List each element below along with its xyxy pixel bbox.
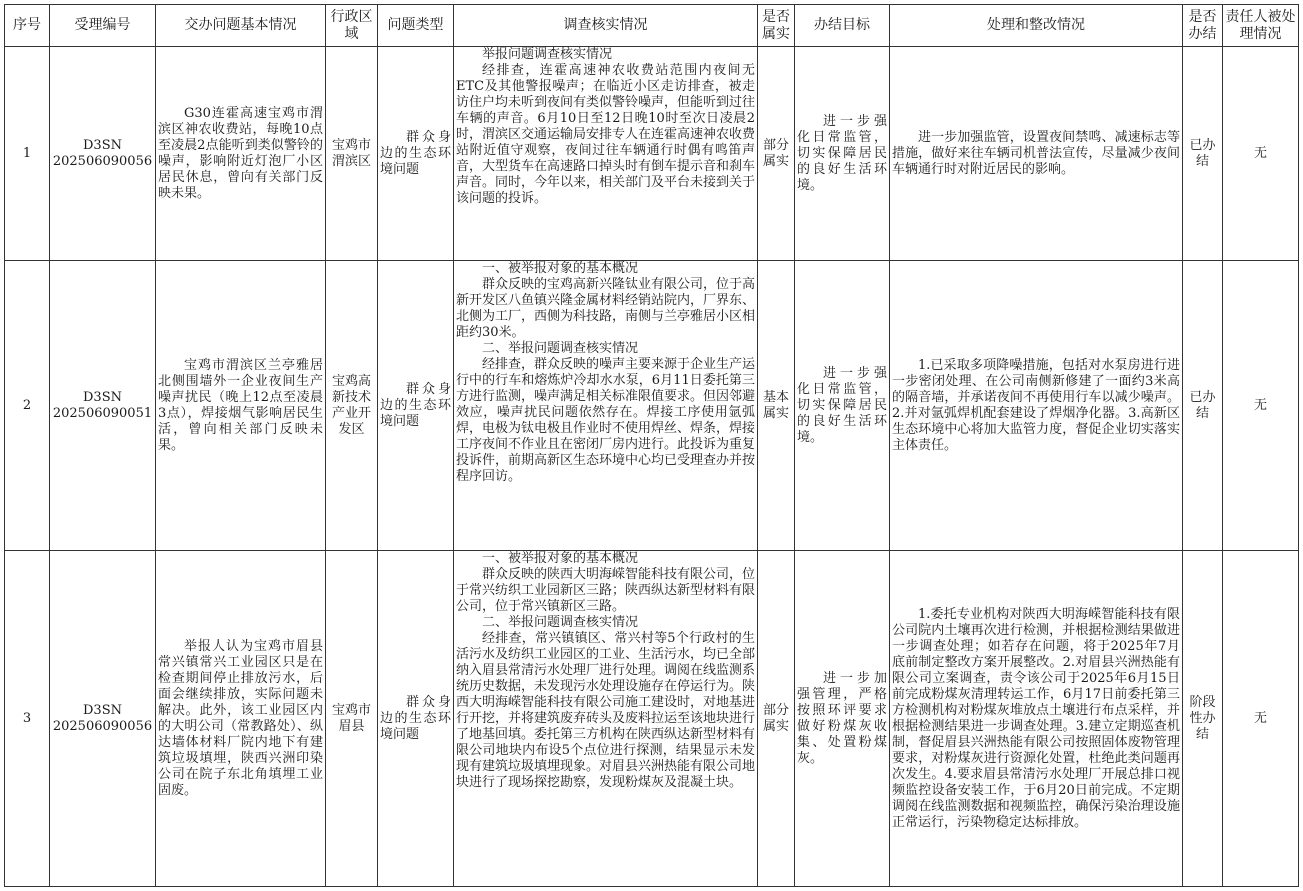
header-target: 办结目标	[795, 5, 890, 47]
cell-region: 宝鸡市眉县	[326, 551, 378, 887]
cell-seq: 2	[5, 261, 50, 551]
cell-target: 进一步加强管理，严格按照环评要求做好粉煤灰收集、处置粉煤灰。	[795, 551, 890, 887]
cell-case-id: D3SN 202506090051	[50, 261, 156, 551]
header-handling: 处理和整改情况	[890, 5, 1183, 47]
cell-basic: G30连霍高速宝鸡市渭滨区神农收费站，每晚10点至凌晨2点能听到类似警铃的噪声，影响附近灯泡厂小区居民休息，曾向有关部门反映未果。	[156, 47, 326, 261]
header-accountability: 责任人被处理情况	[1223, 5, 1299, 47]
cell-handling: 1.委托专业机构对陕西大明海嵘智能科技有限公司院内土壤再次进行检测，并根据检测结果做进一步调查处理；如若存在问题，将于2025年7月底前制定整改方案开展整改。2.对眉县兴洲热能有限公司立案调查，责令该公司于2025年6月15日前完成粉煤灰清理转运工作，6月17日前委托第三方检测机构对粉煤灰堆放点土壤进行布点采样，并根据检测结果进一步调查处理。3.建立定期巡查机制，督促眉县兴洲热能有限公司按照固体废物管理要求，对粉煤灰进行资源化处置，杜绝此类问题再次发生。4.要求眉县常清污水处理厂开展总排口视频监控设备安装工作，于6月20日前完成。不定期调阅在线监测数据和视频监控，确保污染治理设施正常运行，污染物稳定达标排放。	[890, 551, 1183, 887]
cell-handling: 1.已采取多项降噪措施，包括对水泵房进行进一步密闭处理、在公司南侧新修建了一面约3米高的隔音墙，并承诺夜间不再使用行车以减少噪声。2.并对氩弧焊机配套建设了焊烟净化器。3.高新区生态环境中心将加大监管力度，督促企业切实落实主体责任。	[890, 261, 1183, 551]
table-row	[5, 261, 1299, 551]
cell-target: 进一步强化日常监管，切实保障居民的良好生活环境。	[795, 47, 890, 261]
cell-case-id: D3SN 202506090056	[50, 551, 156, 887]
cell-accountability: 无	[1223, 551, 1299, 887]
investigation-para: 经排查，连霍高速神农收费站范围内夜间无ETC及其他警报噪声；在临近小区走访排查，被走访住户均未听到夜间有类似警铃噪声，但能听到过往车辆的声音。6月10日至12日晚10时至次日凌晨2时，渭滨区交通运输局安排专人在连霍高速神农收费站附近值守观察，夜间过往车辆通行时偶有鸣笛声音，大型货车在高速路口掉头时有倒车提示音和刹车声音。同时，今年以来，相关部门及平台未接到关于该问题的投诉。	[456, 63, 756, 206]
complaint-table	[4, 4, 1299, 887]
cell-verified: 基本属实	[758, 261, 795, 551]
header-type: 问题类型	[378, 5, 454, 47]
investigation-para: 经排查，常兴镇镇区、常兴村等5个行政村的生活污水及纺织工业园区的工业、生活污水，均已全部纳入眉县常清污水处理厂进行处理。调阅在线监测系统历史数据，未发现污水处理设施存在停运行为。陕西大明海嵘智能科技有限公司施工建设时，对地基进行开挖，并将建筑废弃砖头及废料拉运至该地块进行了地基回填。委托第三方机构在陕西纵达新型材料有限公司地块内布设5个点位进行探测，结果显示未发现有建筑垃圾填埋现象。对眉县兴洲热能有限公司地块进行了现场探挖勘察，发现粉煤灰及混凝土块。	[456, 631, 756, 790]
investigation-para: 经排查，群众反映的噪声主要来源于企业生产运行中的行车和熔炼炉冷却水水泵，6月11日委托第三方进行监测，噪声满足相关标准限值要求。但因邻避效应，噪声扰民问题依然存在。焊接工序使用氩弧焊，电极为钛电极且作业时不使用焊丝、焊条，焊接工序夜间不作业且在密闭厂房内进行。此投诉为重复投诉件，前期高新区生态环境中心均已受理查办并按程序回访。	[456, 357, 756, 484]
investigation-label: 一、被举报对象的基本概况	[482, 261, 639, 276]
cell-verified: 部分属实	[758, 47, 795, 261]
investigation-label: 二、举报问题调查核实情况	[482, 341, 639, 356]
table-row	[5, 551, 1299, 887]
cell-target: 进一步强化日常监管，切实保障居民的良好生活环境。	[795, 261, 890, 551]
cell-closed: 已办结	[1183, 261, 1223, 551]
header-verified: 是否属实	[758, 5, 795, 47]
header-basic: 交办问题基本情况	[156, 5, 326, 47]
cell-verified: 部分属实	[758, 551, 795, 887]
header-closed: 是否办结	[1183, 5, 1223, 47]
header-row	[5, 5, 1299, 47]
header-case-id: 受理编号	[50, 5, 156, 47]
cell-basic: 举报人认为宝鸡市眉县常兴镇常兴工业园区只是在检查期间停止排放污水，后面会继续排放，实际问题未解决。此外，该工业园区内的大明公司（常教路处）、纵达墙体材料厂院内地下有建筑垃圾填埋，陕西兴洲印染公司在院子东北角填埋工业固废。	[156, 551, 326, 887]
header-seq: 序号	[5, 5, 50, 47]
cell-investigation	[454, 261, 758, 551]
cell-region: 宝鸡市渭滨区	[326, 47, 378, 261]
investigation-label: 一、被举报对象的基本概况	[482, 551, 639, 566]
investigation-label: 二、举报问题调查核实情况	[482, 615, 639, 630]
table-row	[5, 47, 1299, 261]
cell-accountability: 无	[1223, 47, 1299, 261]
cell-type: 群众身边的生态环境问题	[378, 551, 454, 887]
cell-seq: 1	[5, 47, 50, 261]
cell-case-id: D3SN 202506090056	[50, 47, 156, 261]
cell-basic: 宝鸡市渭滨区兰亭雅居北侧围墙外一企业夜间生产噪声扰民（晚上12点至凌晨3点），焊接烟气影响居民生活，曾向相关部门反映未果。	[156, 261, 326, 551]
cell-region: 宝鸡高新技术产业开发区	[326, 261, 378, 551]
cell-accountability: 无	[1223, 261, 1299, 551]
cell-closed: 阶段性办结	[1183, 551, 1223, 887]
investigation-para: 群众反映的宝鸡高新兴隆钛业有限公司，位于高新开发区八鱼镇兴隆金属材料经销站院内，厂界东、北侧为工厂，西侧为科技路，南侧与兰亭雅居小区相距约30米。	[456, 277, 756, 340]
cell-type: 群众身边的生态环境问题	[378, 261, 454, 551]
investigation-label: 举报问题调查核实情况	[482, 47, 613, 62]
cell-investigation	[454, 47, 758, 261]
cell-type: 群众身边的生态环境问题	[378, 47, 454, 261]
cell-handling: 进一步加强监管，设置夜间禁鸣、减速标志等措施，做好来往车辆司机普法宣传，尽量减少夜间车辆通行时对附近居民的影响。	[890, 47, 1183, 261]
investigation-para: 群众反映的陕西大明海嵘智能科技有限公司，位于常兴纺织工业园新区三路；陕西纵达新型材料有限公司，位于常兴镇新区三路。	[456, 567, 756, 614]
cell-seq: 3	[5, 551, 50, 887]
cell-investigation	[454, 551, 758, 887]
header-region: 行政区域	[326, 5, 378, 47]
header-investigation: 调查核实情况	[454, 5, 758, 47]
cell-closed: 已办结	[1183, 47, 1223, 261]
